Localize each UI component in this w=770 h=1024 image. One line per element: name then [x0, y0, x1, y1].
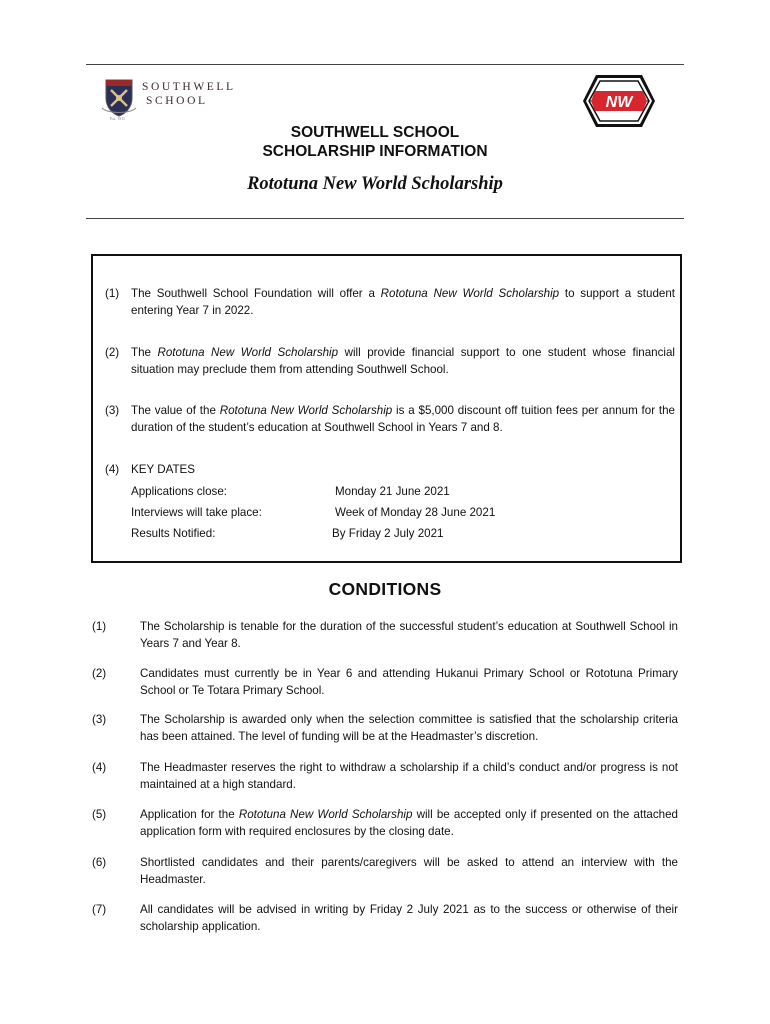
condition-text: Candidates must currently be in Year 6 and attending Hukanui Primary School or Rototuna Primary School or Te Totara Primary School.: [140, 667, 678, 697]
info-item-number: (1): [105, 287, 120, 300]
new-world-logo: [582, 74, 656, 128]
info-item-number: (4): [105, 463, 120, 476]
condition-number: (1): [92, 620, 107, 633]
info-item-number: (2): [105, 346, 120, 359]
condition-text: Shortlisted candidates and their parents/caregivers will be asked to attend an interview with the Headmaster.: [140, 856, 678, 886]
condition-number: (4): [92, 761, 107, 774]
condition-text: Application for the Rototuna New World Scholarship will be accepted only if presented on the attached application form with required enclosures by the closing date.: [140, 808, 679, 838]
condition-number: (7): [92, 903, 107, 916]
conditions-heading: CONDITIONS: [328, 579, 442, 599]
info-item-number: (3): [105, 404, 120, 417]
document-title-line1: SOUTHWELL SCHOOL: [290, 124, 460, 141]
condition-text: The Scholarship is tenable for the duration of the successful student’s education at Southwell School in Years 7 and Year 8.: [140, 620, 678, 650]
school-logo-wordmark: [142, 80, 236, 108]
condition-text: The Headmaster reserves the right to withdraw a scholarship if a child’s conduct and/or progress is not maintained at a high standard.: [140, 761, 678, 791]
condition-number: (5): [92, 808, 107, 821]
key-date-value: By Friday 2 July 2021: [332, 527, 444, 540]
school-crest-icon: [100, 76, 138, 118]
info-item-text: The Rototuna New World Scholarship will provide financial support to one student whose financial situation may preclude them from attending Southwell School.: [131, 346, 676, 376]
header-rule: [86, 218, 684, 219]
top-rule: [86, 64, 684, 65]
key-dates-heading: KEY DATES: [131, 463, 196, 476]
key-date-value: Week of Monday 28 June 2021: [335, 506, 496, 519]
southwell-school-logo: [100, 76, 250, 120]
condition-number: (2): [92, 667, 107, 680]
nw-logo-text: NW: [605, 94, 633, 111]
document-title-line2: SCHOLARSHIP INFORMATION: [262, 143, 488, 160]
info-item-text: The Southwell School Foundation will offer a Rototuna New World Scholarship to support a student entering Year 7 in 2022.: [131, 287, 676, 317]
scholarship-subtitle: Rototuna New World Scholarship: [247, 174, 503, 194]
key-date-label: Results Notified:: [131, 527, 216, 540]
condition-number: (6): [92, 856, 107, 869]
crest-motto: Est. 1911: [110, 116, 125, 121]
key-date-value: Monday 21 June 2021: [335, 485, 450, 498]
school-logo-line1: SOUTHWELL: [142, 81, 236, 93]
scholarship-info-box: [91, 254, 682, 563]
condition-text: The Scholarship is awarded only when the selection committee is satisfied that the scholarship criteria has been attained. The level of funding will be at the Headmaster’s discretion.: [140, 713, 678, 743]
key-date-label: Interviews will take place:: [131, 506, 262, 519]
school-logo-line2: SCHOOL: [146, 95, 208, 107]
key-date-label: Applications close:: [131, 485, 228, 498]
info-item-text: The value of the Rototuna New World Scholarship is a $5,000 discount off tuition fees per annum for the duration of the student’s education at Southwell School in Years 7 and 8.: [131, 404, 675, 434]
condition-number: (3): [92, 713, 107, 726]
condition-text: All candidates will be advised in writing by Friday 2 July 2021 as to the success or otherwise of their scholarship application.: [140, 903, 678, 933]
